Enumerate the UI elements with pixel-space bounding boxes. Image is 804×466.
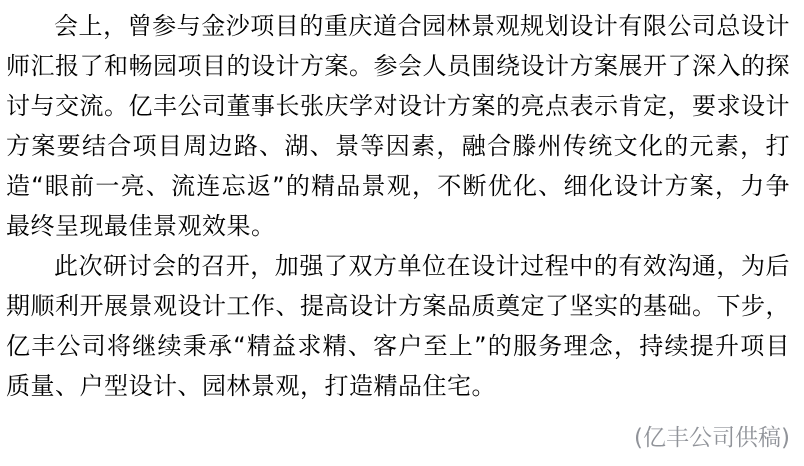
paragraph-meeting-outcome: 此次研讨会的召开，加强了双方单位在设计过程中的有效沟通，为后期顺利开展景观设计工作、提高设计方案品质奠定了坚实的基础。下步，亿丰公司将继续秉承“精益求精、客户至上”的服务理念，持续提升项目质量、户型设计、园林景观，打造精品住宅。 bbox=[6, 252, 790, 400]
attribution-credit: (亿丰公司供稿) bbox=[634, 425, 790, 451]
paragraph-meeting-report: 会上，曾参与金沙项目的重庆道合园林景观规划设计有限公司总设计师汇报了和畅园项目的设计方案。参会人员围绕设计方案展开了深入的探讨与交流。亿丰公司董事长张庆学对设计方案的亮点表示肯定，要求设计方案要结合项目周边路、湖、景等因素，融合滕州传统文化的元素，打造“眼前一亮、流连忘返”的精品景观，不断优化、细化设计方案，力争最终呈现最佳景观效果。 bbox=[6, 12, 790, 240]
